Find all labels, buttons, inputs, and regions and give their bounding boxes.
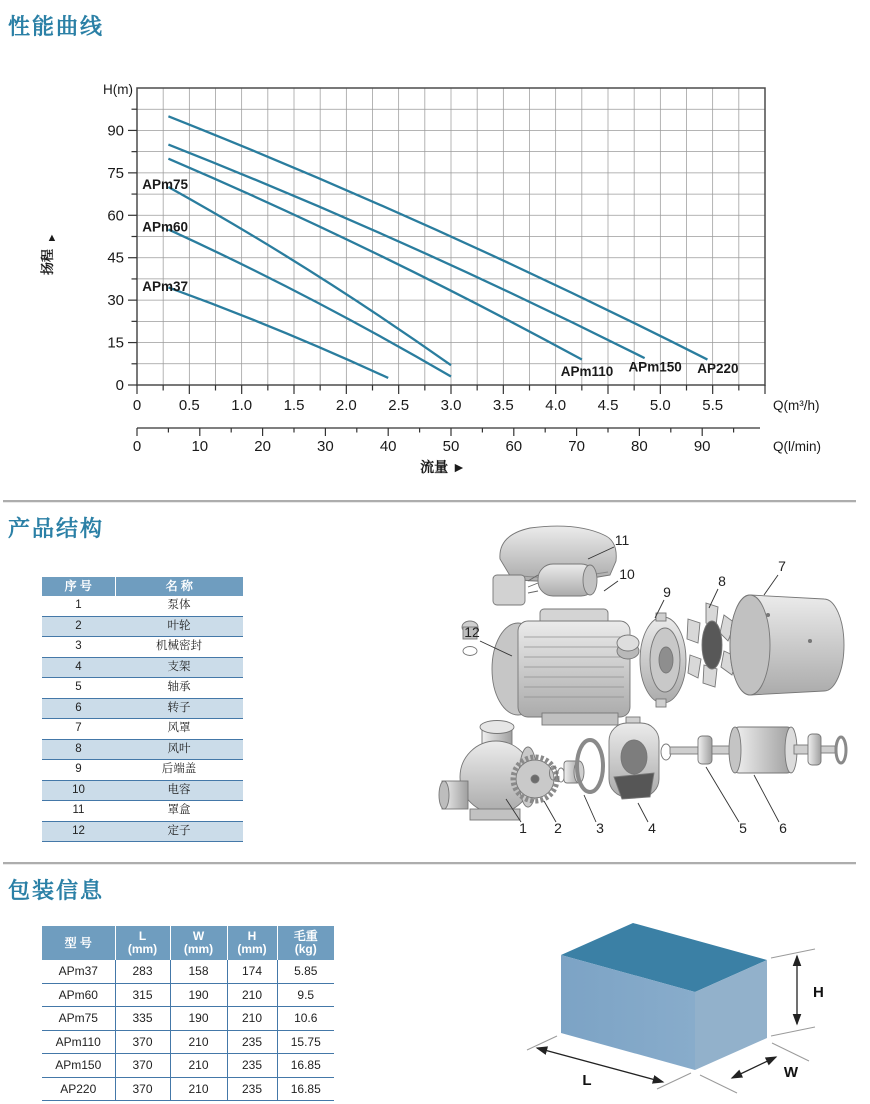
table-row (42, 637, 243, 658)
table-row (42, 739, 243, 760)
y-tick-label: 15 (107, 334, 124, 352)
header-row (42, 577, 243, 596)
callout-leader-4 (638, 803, 648, 822)
packing-table (42, 926, 334, 1101)
column-header: 毛重 (kg) (277, 926, 334, 960)
table-cell: 5 (42, 678, 115, 699)
x2-tick-label: 20 (254, 438, 271, 455)
table-cell: 11 (42, 801, 115, 822)
table-cell: 风罩 (115, 719, 243, 740)
exploded-view-diagram (438, 515, 870, 855)
table-row (42, 760, 243, 781)
curve-label-APm60: APm60 (142, 219, 189, 235)
x1-tick-label: 3.0 (440, 397, 462, 414)
table-cell: 370 (115, 1030, 170, 1054)
table-cell: 210 (170, 1030, 227, 1054)
x-axis-name: 流量 ► (420, 459, 466, 475)
y-axis-arrow-icon: ▲ (46, 232, 58, 244)
x2-tick-label: 60 (505, 438, 523, 455)
table-row (42, 657, 243, 678)
y-tick-label: 90 (107, 122, 124, 140)
table-cell: 转子 (115, 698, 243, 719)
x2-tick-label: 50 (442, 438, 460, 455)
table-cell: 210 (170, 1054, 227, 1078)
curve-APm150 (168, 145, 644, 359)
table-row (42, 678, 243, 699)
table-cell: 罩盒 (115, 801, 243, 822)
section-title-packing: 包装信息 (8, 878, 105, 903)
curve-AP220 (168, 116, 707, 359)
table-cell: 235 (227, 1030, 277, 1054)
x2-tick-label: 10 (191, 438, 209, 455)
x2-tick-label: 0 (132, 438, 142, 455)
callout-number-7: 7 (778, 558, 786, 574)
x1-tick-label: 0 (132, 397, 142, 414)
x1-tick-label: 2.0 (335, 397, 357, 414)
callout-number-11: 11 (614, 532, 630, 548)
parts-table (42, 577, 243, 842)
table-row (42, 719, 243, 740)
y-tick-label: 60 (107, 207, 124, 225)
table-cell: 5.85 (277, 960, 334, 983)
x2-tick-label: 90 (693, 438, 711, 455)
packing-table-head (42, 926, 334, 960)
table-row (42, 1054, 334, 1078)
table-cell: 6 (42, 698, 115, 719)
column-header: H (mm) (227, 926, 277, 960)
callout-leader-3 (584, 795, 596, 822)
table-row (42, 1077, 334, 1101)
stator-motor-body-part (492, 609, 630, 725)
packing-table-body (42, 960, 334, 1101)
table-cell: 12 (42, 821, 115, 842)
y-axis-name: 扬程 (40, 248, 55, 276)
table-cell: 158 (170, 960, 227, 983)
x2-tick-label: 80 (631, 438, 648, 455)
y-unit-label: H(m) (103, 82, 133, 97)
x1-tick-label: 1.0 (231, 397, 253, 414)
callout-number-1: 1 (519, 820, 527, 836)
table-row (42, 780, 243, 801)
table-cell: 3 (42, 637, 115, 658)
column-header: 名 称 (115, 577, 243, 596)
callout-leader-2 (544, 801, 556, 822)
length-label: L (582, 1072, 592, 1089)
callout-number-12: 12 (464, 624, 480, 640)
callout-number-2: 2 (554, 820, 562, 836)
callout-number-3: 3 (596, 820, 604, 836)
table-cell: 1 (42, 596, 115, 616)
callout-leader-7 (764, 575, 778, 595)
table-cell: 电容 (115, 780, 243, 801)
x2-tick-label: 70 (568, 438, 585, 455)
x1-tick-label: 0.5 (178, 397, 200, 414)
height-label: H (813, 984, 824, 1001)
x1-tick-label: 5.5 (702, 397, 724, 414)
table-cell: 174 (227, 960, 277, 983)
table-cell: 支架 (115, 657, 243, 678)
x1-tick-label: 3.5 (492, 397, 514, 414)
width-arrow (732, 1057, 776, 1078)
callout-number-9: 9 (663, 584, 671, 600)
x2-tick-label: 30 (317, 438, 334, 455)
table-cell: 315 (115, 983, 170, 1007)
y-tick-label: 30 (107, 292, 124, 310)
section-title-structure: 产品结构 (8, 516, 105, 541)
callout-number-10: 10 (619, 566, 635, 582)
bracket-part (609, 717, 659, 799)
table-row (42, 801, 243, 822)
table-cell: 8 (42, 739, 115, 760)
column-header: L (mm) (115, 926, 170, 960)
curve-label-AP220: AP220 (697, 361, 739, 377)
rear-end-cover-part (640, 613, 686, 707)
x1-tick-label: 4.5 (597, 397, 619, 414)
table-cell: 10 (42, 780, 115, 801)
y-tick-label: 0 (115, 377, 124, 394)
curve-APm75 (168, 187, 451, 365)
table-cell: AP220 (42, 1077, 115, 1101)
x1-tick-label: 2.5 (388, 397, 410, 414)
x1-tick-label: 1.5 (283, 397, 305, 414)
table-cell: 190 (170, 983, 227, 1007)
table-cell: APm60 (42, 983, 115, 1007)
table-cell: 16.85 (277, 1077, 334, 1101)
table-cell: 定子 (115, 821, 243, 842)
curve-label-APm37: APm37 (142, 279, 189, 294)
performance-curve-chart (15, 55, 855, 500)
table-cell: 机械密封 (115, 637, 243, 658)
x1-tick-label: 4.0 (545, 397, 567, 414)
table-row (42, 698, 243, 719)
table-cell: 210 (227, 983, 277, 1007)
section-title-performance: 性能曲线 (8, 14, 105, 39)
table-cell: APm110 (42, 1030, 115, 1054)
parts-table-body (42, 596, 243, 842)
table-cell: APm75 (42, 1007, 115, 1031)
curve-label-APm150: APm150 (628, 359, 682, 375)
table-row (42, 1007, 334, 1031)
callout-number-4: 4 (648, 820, 656, 836)
table-cell: 283 (115, 960, 170, 983)
table-cell: 210 (170, 1077, 227, 1101)
table-row (42, 616, 243, 637)
carton-dimension-figure (525, 895, 870, 1100)
callout-leader-5 (706, 767, 739, 822)
fan-blade-part (687, 603, 737, 687)
table-cell: 轴承 (115, 678, 243, 699)
column-header: 序 号 (42, 577, 115, 596)
table-cell: 后端盖 (115, 760, 243, 781)
table-row (42, 960, 334, 983)
parts-table-head (42, 577, 243, 596)
callout-number-8: 8 (718, 573, 726, 589)
table-cell: 210 (227, 1007, 277, 1031)
table-cell: 叶轮 (115, 616, 243, 637)
section-divider-2 (3, 862, 856, 865)
table-cell: 风叶 (115, 739, 243, 760)
x1-unit-label: Q(m³/h) (773, 398, 820, 413)
cable-gland-part (617, 635, 639, 659)
table-cell: APm150 (42, 1054, 115, 1078)
section-divider-1 (3, 500, 856, 503)
header-row (42, 926, 334, 960)
fan-cover-part (730, 595, 844, 695)
table-cell: 235 (227, 1054, 277, 1078)
curve-label-APm110: APm110 (560, 363, 614, 379)
x2-unit-label: Q(l/min) (773, 439, 821, 454)
table-row (42, 596, 243, 616)
table-cell: APm37 (42, 960, 115, 983)
table-cell: 7 (42, 719, 115, 740)
rotor-shaft-assembly-part (670, 727, 846, 773)
table-cell: 泵体 (115, 596, 243, 616)
callout-leader-6 (754, 775, 779, 822)
width-label: W (783, 1064, 799, 1081)
table-cell: 9.5 (277, 983, 334, 1007)
column-header: W (mm) (170, 926, 227, 960)
table-cell: 235 (227, 1077, 277, 1101)
table-row (42, 821, 243, 842)
table-cell: 10.6 (277, 1007, 334, 1031)
curve-label-APm75: APm75 (142, 177, 189, 193)
shaft-washer-part (661, 744, 671, 760)
table-cell: 335 (115, 1007, 170, 1031)
column-header: 型 号 (42, 926, 115, 960)
y-tick-label: 45 (107, 249, 124, 267)
x2-tick-label: 40 (379, 438, 397, 455)
callout-leader-10 (604, 581, 618, 591)
table-cell: 190 (170, 1007, 227, 1031)
x1-tick-label: 5.0 (649, 397, 671, 414)
table-cell: 9 (42, 760, 115, 781)
callout-number-5: 5 (739, 820, 747, 836)
table-row (42, 1030, 334, 1054)
carton-box (561, 923, 767, 1070)
y-tick-label: 75 (107, 164, 124, 182)
table-cell: 4 (42, 657, 115, 678)
table-cell: 370 (115, 1054, 170, 1078)
table-row (42, 983, 334, 1007)
callout-number-6: 6 (779, 820, 787, 836)
table-cell: 16.85 (277, 1054, 334, 1078)
mechanical-seal-part (550, 740, 604, 792)
table-cell: 2 (42, 616, 115, 637)
table-cell: 15.75 (277, 1030, 334, 1054)
table-cell: 370 (115, 1077, 170, 1101)
